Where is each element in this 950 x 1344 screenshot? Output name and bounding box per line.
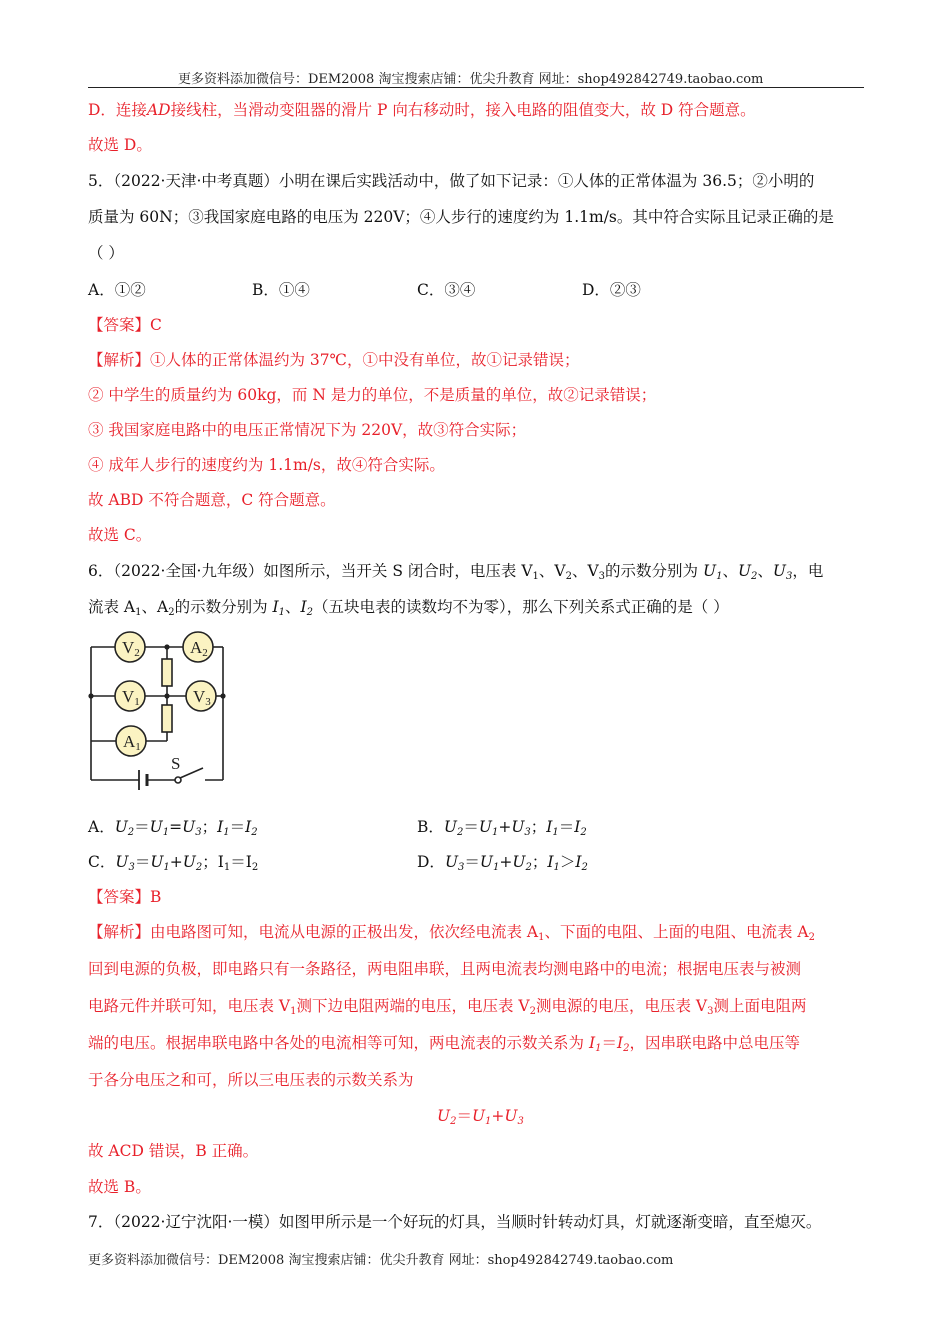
q6-analysis-2: 回到电源的负极，即电路只有一条路径，两电阻串联，且两电流表均测电路中的电流；根据电压表与被测	[88, 960, 802, 978]
text: 、	[285, 598, 301, 616]
sub: 1	[278, 607, 286, 618]
q6-choice: 故选 B。	[88, 1178, 151, 1196]
sub: 1	[485, 1116, 492, 1127]
var: U	[479, 853, 493, 871]
sub: 3	[517, 1116, 524, 1127]
var: U	[443, 818, 457, 836]
text: 、下面的电阻、上面的电阻、电流表 A	[544, 923, 809, 941]
sub: 1	[223, 827, 230, 838]
text: ＝	[463, 818, 479, 836]
sub: 1	[135, 607, 142, 618]
sub: 2	[581, 862, 588, 873]
voltmeter-v2	[115, 632, 145, 662]
sub: 1	[223, 862, 231, 873]
text: =	[169, 818, 183, 836]
var: U	[511, 818, 525, 836]
sub: 3	[524, 827, 531, 838]
var: U	[182, 853, 196, 871]
var: I	[217, 818, 224, 836]
sub: 2	[751, 571, 758, 582]
q6-option-c	[88, 852, 258, 872]
text: 、A	[141, 598, 169, 616]
page-footer: 更多资料添加微信号：DEM2008 淘宝搜索店铺：优尖升教育 网址：shop492842749.taobao.com	[88, 1253, 674, 1268]
q5-stem-line3: （ ）	[88, 244, 124, 262]
var: I	[217, 853, 224, 871]
text: ＝	[229, 818, 246, 836]
text: ；	[531, 853, 548, 871]
sub: 1	[532, 571, 539, 582]
text: 、	[757, 562, 773, 580]
text: ，电	[792, 562, 824, 580]
var: I	[245, 853, 252, 871]
q6-analysis-5: 于各分电压之和可，所以三电压表的示数关系为	[88, 1071, 414, 1089]
q5-option-a: A．①②	[88, 281, 146, 299]
text: A．	[88, 818, 115, 836]
junction-dot	[164, 693, 169, 698]
meter-letter: A	[190, 638, 203, 657]
switch-label: S	[171, 754, 181, 773]
text: 【解析】由电路图可知，电流从电源的正极出发，依次经电流表 A	[88, 923, 539, 941]
var: U	[702, 562, 717, 580]
sub: 3	[195, 827, 202, 838]
var: U	[437, 1107, 451, 1125]
sub: 1	[492, 862, 500, 873]
q7-stem-line1: 7．（2022·辽宁沈阳·一模）如图甲所示是一个好玩的灯具，当顺时针转动灯具，灯就逐渐变暗，直至熄灭。	[88, 1213, 822, 1231]
text: B．	[417, 818, 444, 836]
q6-analysis-4	[88, 1033, 800, 1053]
sub: 2	[623, 1043, 630, 1054]
q4-option-d-explanation	[88, 100, 756, 120]
sub: 3	[598, 571, 606, 582]
var: I	[300, 598, 307, 616]
header-rule	[88, 87, 864, 88]
meter-sub: 1	[135, 741, 141, 753]
upper-resistor	[162, 659, 172, 686]
text: 电路元件并联可知，电压表 V	[88, 997, 291, 1015]
text: 测下边电阻两端的电压，电压表 V	[296, 997, 530, 1015]
lower-resistor	[162, 705, 172, 732]
q6-centered-equation	[437, 1106, 524, 1126]
var: I	[272, 598, 279, 616]
text: ＝	[134, 853, 151, 871]
text: 流表 A	[88, 598, 136, 616]
text: 6．（2022·全国·九年级）如图所示，当开关 S 闭合时，电压表 V	[88, 562, 533, 580]
var: U	[737, 562, 752, 580]
q6-conclusion: 故 ACD 错误，B 正确。	[88, 1142, 259, 1160]
text: 、V	[538, 562, 566, 580]
sub: 1	[163, 862, 170, 873]
junction-dot	[164, 644, 169, 649]
text: AD	[146, 101, 171, 119]
q6-stem-line2	[88, 597, 729, 617]
var: I	[245, 818, 252, 836]
text: +	[169, 853, 183, 871]
sub: 2	[580, 827, 587, 838]
sub: 2	[565, 571, 572, 582]
text: ＝	[456, 1107, 472, 1125]
text: C．	[88, 853, 116, 871]
q5-analysis-2: ② 中学生的质量约为 60kg，而 N 是力的单位，不是质量的单位，故②记录错误；	[88, 386, 657, 404]
text: 的示数分别为	[174, 598, 273, 616]
text: 、	[722, 562, 738, 580]
q5-stem-line2: 质量为 60N；③我国家庭电路的电压为 220V；④人步行的速度约为 1.1m/s。其中符合实际且记录正确的是	[88, 208, 834, 226]
var: I	[547, 853, 554, 871]
q6-option-a	[88, 817, 258, 837]
var: U	[182, 818, 196, 836]
ammeter-a2	[183, 632, 213, 662]
var: U	[512, 853, 526, 871]
text: 测电源的电压，电压表 V	[536, 997, 708, 1015]
junction-dot	[220, 693, 225, 698]
meter-sub: 1	[134, 696, 140, 708]
var: U	[115, 853, 129, 871]
var: I	[546, 818, 553, 836]
text: +	[499, 853, 513, 871]
text: 接线柱，当滑动变阻器的滑片 P 向右移动时，接入电路的阻值变大，故 D 符合题意。	[170, 101, 756, 119]
meter-sub: 2	[202, 647, 208, 659]
text: D．	[417, 853, 445, 871]
var: U	[150, 853, 164, 871]
q5-analysis-4: ④ 成年人步行的速度约为 1.1m/s，故④符合实际。	[88, 456, 445, 474]
var: U	[114, 818, 128, 836]
text: 、V	[571, 562, 599, 580]
sub: 3	[458, 862, 465, 873]
text: ＝	[558, 818, 575, 836]
page-header: 更多资料添加微信号：DEM2008 淘宝搜索店铺：优尖升教育 网址：shop492842749.taobao.com	[178, 72, 764, 87]
q6-option-d	[417, 852, 588, 872]
text: ＝	[230, 853, 246, 871]
q5-option-d: D．②③	[582, 281, 641, 299]
sub: 2	[168, 607, 175, 618]
voltmeter-v1	[115, 681, 145, 711]
q5-option-b: B．①④	[252, 281, 310, 299]
var: I	[616, 1034, 624, 1052]
sub: 2	[525, 862, 532, 873]
text: 的示数分别为	[605, 562, 703, 580]
switch-lever	[180, 768, 203, 778]
sub: 1	[491, 827, 499, 838]
text: ＝	[601, 1034, 617, 1052]
sub: 1	[595, 1043, 602, 1054]
voltmeter-v3	[186, 681, 216, 711]
var: U	[444, 853, 459, 871]
sub: 1	[553, 862, 560, 873]
junction-dot	[88, 693, 93, 698]
text: ；	[202, 853, 218, 871]
sub: 3	[786, 571, 793, 582]
var: I	[575, 853, 582, 871]
var: U	[471, 1107, 486, 1125]
q5-option-c: C．③④	[417, 281, 476, 299]
text: +	[498, 818, 512, 836]
sub: 1	[552, 827, 559, 838]
text: ，因串联电路中总电压等	[629, 1034, 800, 1052]
sub: 2	[456, 827, 464, 838]
q5-analysis-6: 故选 C。	[88, 526, 152, 544]
meter-letter: A	[123, 732, 136, 751]
sub: 3	[128, 862, 135, 873]
meter-sub: 3	[205, 696, 211, 708]
q6-analysis-1	[88, 922, 815, 942]
text: D．连接	[88, 101, 147, 119]
var: U	[772, 562, 786, 580]
sub: 2	[251, 827, 258, 838]
meter-sub: 2	[134, 647, 140, 659]
var: I	[588, 1034, 596, 1052]
sub: 2	[808, 932, 815, 943]
sub: 1	[162, 827, 170, 838]
var: U	[504, 1107, 518, 1125]
ammeter-a1	[116, 726, 146, 756]
q5-analysis-3: ③ 我国家庭电路中的电压正常情况下为 220V，故③符合实际；	[88, 421, 527, 439]
sub: 2	[251, 862, 259, 873]
q5-analysis-1: 【解析】①人体的正常体温约为 37℃，①中没有单位，故①记录错误；	[88, 351, 580, 369]
circuit-diagram	[85, 625, 235, 800]
q5-answer: 【答案】C	[88, 316, 162, 334]
q5-stem-line1: 5．（2022·天津·中考真题）小明在课后实践活动中，做了如下记录：①人体的正常体温为 36.5；②小明的	[88, 172, 815, 190]
text: （五块电表的读数均不为零），那么下列关系式正确的是（ ）	[313, 598, 729, 616]
text: ＞	[559, 853, 576, 871]
sub: 2	[529, 1006, 536, 1017]
sub: 1	[290, 1006, 297, 1017]
sub: 2	[306, 607, 314, 618]
text: ＝	[464, 853, 480, 871]
sub: 2	[127, 827, 135, 838]
meter-letter: V	[193, 687, 206, 706]
var: U	[149, 818, 163, 836]
sub: 2	[450, 1116, 457, 1127]
var: I	[574, 818, 581, 836]
sub: 2	[195, 862, 203, 873]
var: U	[478, 818, 492, 836]
sub: 1	[716, 571, 723, 582]
sub: 1	[538, 932, 545, 943]
q5-analysis-5: 故 ABD 不符合题意，C 符合题意。	[88, 491, 336, 509]
text: ；	[530, 818, 547, 836]
q6-option-b	[417, 817, 587, 837]
text: 测上面电阻两	[713, 997, 807, 1015]
text: +	[491, 1107, 505, 1125]
text: 端的电压。根据串联电路中各处的电流相等可知，两电流表的示数关系为	[88, 1034, 589, 1052]
text: ＝	[134, 818, 150, 836]
meter-letter: V	[122, 687, 135, 706]
meter-letter: V	[122, 638, 135, 657]
q6-answer: 【答案】B	[88, 888, 162, 906]
q4-choice: 故选 D。	[88, 136, 152, 154]
q6-analysis-3	[88, 996, 807, 1016]
sub: 3	[707, 1006, 714, 1017]
text: ；	[201, 818, 218, 836]
q6-stem-line1	[88, 561, 823, 581]
